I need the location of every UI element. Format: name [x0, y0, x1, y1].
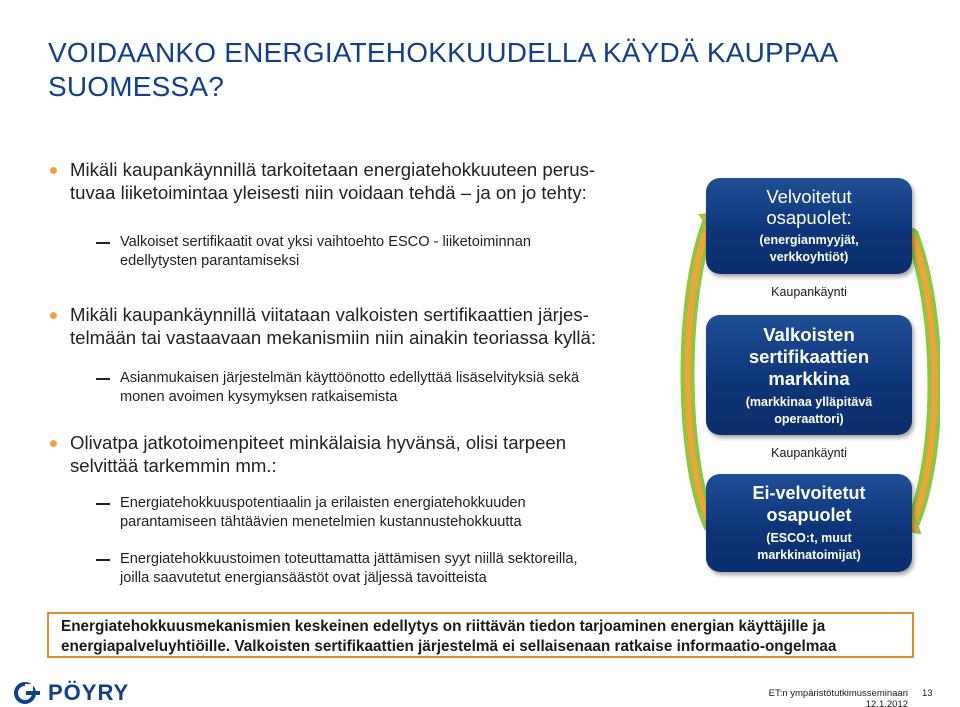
- conclusion-box: [47, 612, 914, 658]
- box3-paren-1: (ESCO:t, muut: [766, 531, 852, 545]
- bullet-3-sub-1-line-1: Energiatehokkuuspotentiaalin ja erilaisten energiatehokkuuden: [120, 495, 526, 511]
- bullet-3-sub-1-line-2: parantamiseen tähtäävien menetelmien kustannustehokkuutta: [120, 514, 522, 530]
- bullet-3-line-1: Olivatpa jatkotoimenpiteet minkälaisia hyvänsä, olisi tarpeen: [70, 432, 567, 453]
- trading-label-2: Kaupankäynti: [771, 446, 847, 460]
- bullet-2-sub-1: [120, 369, 660, 407]
- bullet-1-sub-1-line-2: edellytysten parantamiseksi: [120, 253, 300, 269]
- poyry-logo: [14, 680, 129, 706]
- bullet-1-line-2: tuvaa liiketoimintaa yleisesti niin voidaan tehdä – ja on jo tehty:: [70, 182, 587, 203]
- conclusion-line-2: energiapalveluyhtiöille. Valkoisten sertifikaattien järjestelmä ei sellaisenaan ratkaise informaatio-ongelmaa: [61, 638, 837, 655]
- dash-icon: [96, 503, 110, 505]
- box1-paren-2: verkkoyhtiöt): [769, 250, 849, 264]
- slide-title-line-2: SUOMESSA?: [48, 71, 225, 102]
- bullet-3-sub-1: [120, 494, 660, 532]
- slide-title-line-1: VOIDAANKO ENERGIATEHOKKUUDELLA KÄYDÄ KAUPPAA: [48, 37, 839, 68]
- footer-event-name: ET:n ympäristötutkimusseminaari: [768, 688, 908, 699]
- box1-head-1: Velvoitetut: [766, 186, 852, 207]
- bullet-3-sub-2-line-1: Energiatehokkuustoimen toteuttamatta jättämisen syyt niillä sektoreilla,: [120, 551, 578, 567]
- white-certificate-market-box: [706, 315, 912, 435]
- logo-text: PÖYRY: [48, 680, 130, 705]
- bullet-3-sub-2: [120, 550, 660, 588]
- non-obligated-parties-box: [706, 474, 912, 572]
- poyry-logo-icon: [14, 682, 42, 704]
- box3-paren-2: markkinatoimijat): [757, 548, 861, 562]
- box2-head-3: markkina: [768, 368, 850, 389]
- box2-head-2: sertifikaattien: [748, 346, 870, 367]
- box3-head-1: Ei-velvoitetut: [752, 483, 866, 503]
- bullet-dot-icon: [50, 440, 57, 447]
- obligated-parties-box: [706, 178, 912, 274]
- bullet-dot-icon: [50, 312, 57, 319]
- bullet-3-sub-2-line-2: joilla saavutetut energiansäästöt ovat jäljessä tavoitteista: [120, 570, 487, 586]
- box2-head-1: Valkoisten: [763, 324, 855, 345]
- dash-icon: [96, 378, 110, 380]
- bullet-1-sub-1-line-1: Valkoiset sertifikaatit ovat yksi vaihtoehto ESCO - liiketoiminnan: [120, 234, 531, 250]
- dash-icon: [96, 242, 110, 244]
- footer-event: [768, 688, 908, 707]
- page-number: 13: [922, 688, 933, 699]
- bullet-3: [70, 431, 650, 477]
- conclusion-line-1: Energiatehokkuusmekanismien keskeinen edellytys on riittävän tiedon tarjoaminen energian käyttäjille ja: [61, 618, 826, 635]
- footer-date: 12.1.2012: [865, 699, 908, 707]
- bullet-2-sub-1-line-2: monen avoimen kysymyksen ratkaisemista: [120, 389, 398, 405]
- bullet-dot-icon: [50, 167, 57, 174]
- bullet-1: [70, 158, 630, 204]
- box3-head-2: osapuolet: [766, 505, 852, 525]
- box2-paren-2: operaattori): [774, 412, 844, 426]
- bullet-1-sub-1: [120, 233, 640, 271]
- slide-title: [48, 36, 908, 104]
- box2-paren-1: (markkinaa ylläpitävä: [745, 395, 873, 409]
- bullet-2-sub-1-line-1: Asianmukaisen järjestelmän käyttöönotto edellyttää lisäselvityksiä sekä: [120, 370, 580, 386]
- box1-paren-1: (energianmyyjät,: [759, 233, 859, 247]
- box1-head-2: osapuolet:: [766, 207, 852, 228]
- dash-icon: [96, 559, 110, 561]
- bullet-3-line-2: selvittää tarkemmin mm.:: [70, 455, 277, 476]
- bullet-2-line-1: Mikäli kaupankäynnillä viitataan valkoisten sertifikaattien järjes-: [70, 304, 589, 325]
- bullet-2-line-2: telmään tai vastaavaan mekanismiin niin ainakin teoriassa kyllä:: [70, 327, 597, 348]
- bullet-1-line-1: Mikäli kaupankäynnillä tarkoitetaan energiatehokkuuteen perus-: [70, 159, 596, 180]
- trading-label-1: Kaupankäynti: [771, 285, 847, 299]
- bullet-2: [70, 303, 650, 349]
